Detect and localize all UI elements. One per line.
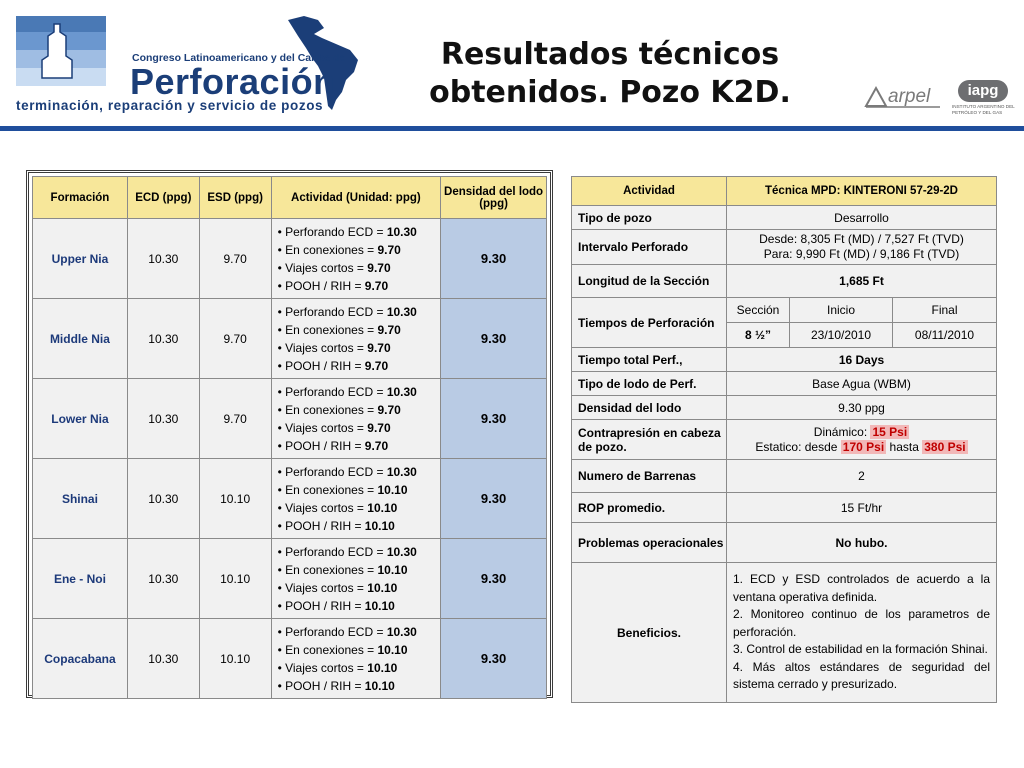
logo-congreso-text: Congreso Latinoamericano y del Caribe de (132, 52, 346, 64)
estatico-line (727, 440, 996, 455)
actividad-label: • Perforando ECD = (277, 384, 387, 399)
col-header-actividad: Actividad (Unidad: ppg) (271, 177, 441, 219)
actividad-cell (271, 539, 441, 619)
row-value: No hubo. (727, 523, 997, 563)
row-value: 15 Ft/hr (727, 493, 997, 523)
actividad-label: • POOH / RIH = (277, 438, 365, 453)
actividad-value: 9.70 (367, 260, 391, 275)
actividad-label: • POOH / RIH = (277, 358, 365, 373)
formations-table (32, 176, 547, 699)
actividad-value: 10.10 (377, 482, 408, 497)
estatico-hasta-value: 380 Psi (924, 439, 966, 454)
actividad-value: 10.30 (386, 624, 417, 639)
actividad-label: • Perforando ECD = (277, 304, 387, 319)
densidad-cell: 9.30 (441, 619, 547, 699)
actividad-line (278, 437, 441, 455)
actividad-label: • Viajes cortos = (277, 580, 368, 595)
table-row (572, 420, 997, 460)
formacion-cell: Copacabana (33, 619, 128, 699)
actividad-line (278, 419, 441, 437)
table-row (572, 230, 997, 265)
formacion-cell: Middle Nia (33, 299, 128, 379)
actividad-label: • En conexiones = (277, 322, 378, 337)
actividad-line (278, 241, 441, 259)
table-row (33, 299, 547, 379)
row-label: Problemas operacionales (572, 523, 727, 563)
row-label: Beneficios. (572, 563, 727, 703)
row-value: 9.30 ppg (727, 396, 997, 420)
row-label: Tipo de lodo de Perf. (572, 372, 727, 396)
actividad-value: 10.30 (386, 544, 417, 559)
mpd-table (571, 176, 997, 703)
actividad-line (278, 623, 441, 641)
table-row (33, 459, 547, 539)
table-row (572, 206, 997, 230)
formacion-cell: Upper Nia (33, 219, 128, 299)
actividad-value: 10.10 (364, 518, 395, 533)
densidad-cell: 9.30 (441, 459, 547, 539)
title-line-2: obtenidos. Pozo K2D. (429, 75, 791, 110)
actividad-line (278, 463, 441, 481)
actividad-value: 9.70 (367, 340, 391, 355)
actividad-value: 10.10 (367, 500, 398, 515)
formacion-cell: Lower Nia (33, 379, 128, 459)
actividad-cell (271, 379, 441, 459)
densidad-cell: 9.30 (441, 219, 547, 299)
row-value: Desarrollo (727, 206, 997, 230)
actividad-line (278, 321, 441, 339)
dinamico-line (727, 425, 996, 440)
table-row (572, 563, 997, 703)
actividad-value: 9.70 (364, 278, 389, 293)
row-label: Contrapresión en cabeza de pozo. (572, 420, 727, 460)
actividad-value: 9.70 (377, 242, 401, 257)
intervalo-para: Para: 9,990 Ft (MD) / 9,186 Ft (TVD) (763, 247, 960, 261)
actividad-line (278, 339, 441, 357)
actividad-line (278, 303, 441, 321)
col-header-densidad: Densidad del lodo (ppg) (441, 177, 547, 219)
actividad-value: 9.70 (364, 358, 389, 373)
actividad-label: • POOH / RIH = (277, 278, 365, 293)
actividad-label: • En conexiones = (277, 242, 378, 257)
actividad-value: 10.10 (377, 642, 408, 657)
actividad-value: 10.10 (367, 660, 398, 675)
formacion-cell: Shinai (33, 459, 128, 539)
actividad-line (278, 517, 441, 535)
actividad-label: • En conexiones = (277, 642, 378, 657)
dinamico-text: Dinámico: (813, 424, 871, 439)
row-label: Densidad del lodo (572, 396, 727, 420)
actividad-label: • Perforando ECD = (277, 624, 387, 639)
actividad-line (278, 677, 441, 695)
actividad-value: 10.10 (364, 678, 395, 693)
actividad-label: • En conexiones = (277, 562, 378, 577)
ecd-cell: 10.30 (127, 619, 199, 699)
actividad-line (278, 481, 441, 499)
table-row (572, 265, 997, 298)
actividad-line (278, 383, 441, 401)
col-header-esd: ESD (ppg) (199, 177, 271, 219)
ecd-cell: 10.30 (127, 299, 199, 379)
ecd-cell: 10.30 (127, 459, 199, 539)
iapg-logo: iapg (958, 80, 1008, 102)
esd-cell: 10.10 (199, 459, 271, 539)
actividad-value: 10.30 (386, 464, 417, 479)
actividad-line (278, 659, 441, 677)
row-label: Tiempo total Perf., (572, 348, 727, 372)
actividad-line (278, 597, 441, 615)
actividad-label: • Viajes cortos = (277, 420, 368, 435)
row-label: Tipo de pozo (572, 206, 727, 230)
table-row (572, 523, 997, 563)
col-header-ecd: ECD (ppg) (127, 177, 199, 219)
actividad-value: 9.70 (377, 402, 401, 417)
actividad-line (278, 223, 441, 241)
table-row (572, 348, 997, 372)
row-value (727, 420, 997, 460)
inicio-value: 23/10/2010 (790, 323, 893, 348)
row-value: 16 Days (727, 348, 997, 372)
actividad-cell (271, 459, 441, 539)
actividad-label: • En conexiones = (277, 402, 378, 417)
actividad-label: • Perforando ECD = (277, 544, 387, 559)
actividad-label: • En conexiones = (277, 482, 378, 497)
table-row (33, 539, 547, 619)
inicio-header: Inicio (790, 298, 893, 323)
actividad-label: • Viajes cortos = (277, 260, 368, 275)
beneficios-list (727, 563, 997, 703)
actividad-value: 9.70 (364, 438, 389, 453)
actividad-line (278, 357, 441, 375)
ecd-cell: 10.30 (127, 539, 199, 619)
actividad-label: • POOH / RIH = (277, 678, 365, 693)
col-header-formacion: Formación (33, 177, 128, 219)
actividad-label: • Perforando ECD = (277, 224, 387, 239)
row-label: Tiempos de Perforación (572, 298, 727, 348)
beneficio-item: 1. ECD y ESD controlados de acuerdo a la ventana operativa definida. (733, 572, 990, 604)
actividad-cell (271, 299, 441, 379)
table-row (572, 396, 997, 420)
table-row (572, 460, 997, 493)
actividad-value: 10.30 (386, 304, 417, 319)
table-row (33, 219, 547, 299)
esd-cell: 9.70 (199, 219, 271, 299)
actividad-line (278, 277, 441, 295)
table-header-row (572, 177, 997, 206)
beneficio-item: 2. Monitoreo continuo de los parametros de perforación. (733, 607, 990, 639)
logo-perforacion-text: Perforación (130, 61, 336, 102)
actividad-line (278, 259, 441, 277)
iapg-subtitle: INSTITUTO ARGENTINO DEL PETRÓLEO Y DEL GAS (952, 104, 1015, 115)
drill-icon (16, 16, 106, 86)
dinamico-value: 15 Psi (872, 424, 908, 439)
final-header: Final (893, 298, 997, 323)
actividad-value: 10.10 (364, 598, 395, 613)
row-label: ROP promedio. (572, 493, 727, 523)
actividad-value: 9.70 (367, 420, 391, 435)
densidad-cell: 9.30 (441, 379, 547, 459)
header-divider (0, 126, 1024, 131)
beneficio-item: 4. Más altos estándares de seguridad del sistema cerrado y presurizado. (733, 659, 990, 692)
formacion-cell: Ene - Noi (33, 539, 128, 619)
densidad-cell: 9.30 (441, 299, 547, 379)
estatico-text: Estatico: desde (755, 439, 841, 454)
esd-cell: 10.10 (199, 619, 271, 699)
row-value: 1,685 Ft (727, 265, 997, 298)
seccion-header: Sección (727, 298, 790, 323)
table-row (572, 493, 997, 523)
estatico-desde-value: 170 Psi (842, 439, 885, 454)
seccion-value: 8 ½” (727, 323, 790, 348)
row-value (727, 230, 997, 265)
page-title (420, 36, 800, 112)
actividad-line (278, 499, 441, 517)
col-header-actividad: Actividad (572, 177, 727, 206)
estatico-hasta-text: hasta (889, 439, 923, 454)
logo-tagline: terminación, reparación y servicio de pozos (16, 98, 324, 113)
actividad-cell (271, 219, 441, 299)
title-line-1: Resultados técnicos (440, 37, 780, 72)
actividad-label: • Perforando ECD = (277, 464, 387, 479)
actividad-label: • POOH / RIH = (277, 598, 365, 613)
ecd-cell: 10.30 (127, 379, 199, 459)
actividad-line (278, 401, 441, 419)
actividad-value: 10.10 (377, 562, 408, 577)
actividad-line (278, 579, 441, 597)
table-row (572, 372, 997, 396)
actividad-value: 10.30 (386, 384, 417, 399)
table-row (33, 619, 547, 699)
actividad-label: • POOH / RIH = (277, 518, 365, 533)
row-label: Longitud de la Sección (572, 265, 727, 298)
esd-cell: 9.70 (199, 299, 271, 379)
col-header-tecnica: Técnica MPD: KINTERONI 57-29-2D (727, 177, 997, 206)
table-row (572, 298, 997, 323)
actividad-value: 10.30 (386, 224, 417, 239)
table-row (33, 379, 547, 459)
actividad-line (278, 543, 441, 561)
beneficio-item: 3. Control de estabilidad en la formación Shinai. (733, 642, 988, 657)
esd-cell: 9.70 (199, 379, 271, 459)
arpel-logo-text: arpel (888, 86, 931, 107)
actividad-cell (271, 619, 441, 699)
esd-cell: 10.10 (199, 539, 271, 619)
congress-logo (14, 14, 364, 116)
densidad-cell: 9.30 (441, 539, 547, 619)
row-label: Numero de Barrenas (572, 460, 727, 493)
actividad-label: • Viajes cortos = (277, 500, 368, 515)
final-value: 08/11/2010 (893, 323, 997, 348)
actividad-line (278, 641, 441, 659)
row-label: Intervalo Perforado (572, 230, 727, 265)
row-value: 2 (727, 460, 997, 493)
actividad-line (278, 561, 441, 579)
ecd-cell: 10.30 (127, 219, 199, 299)
actividad-value: 9.70 (377, 322, 401, 337)
actividad-value: 10.10 (367, 580, 398, 595)
row-value: Base Agua (WBM) (727, 372, 997, 396)
table-header-row (33, 177, 547, 219)
actividad-label: • Viajes cortos = (277, 660, 368, 675)
actividad-label: • Viajes cortos = (277, 340, 368, 355)
intervalo-desde: Desde: 8,305 Ft (MD) / 7,527 Ft (TVD) (759, 232, 964, 246)
